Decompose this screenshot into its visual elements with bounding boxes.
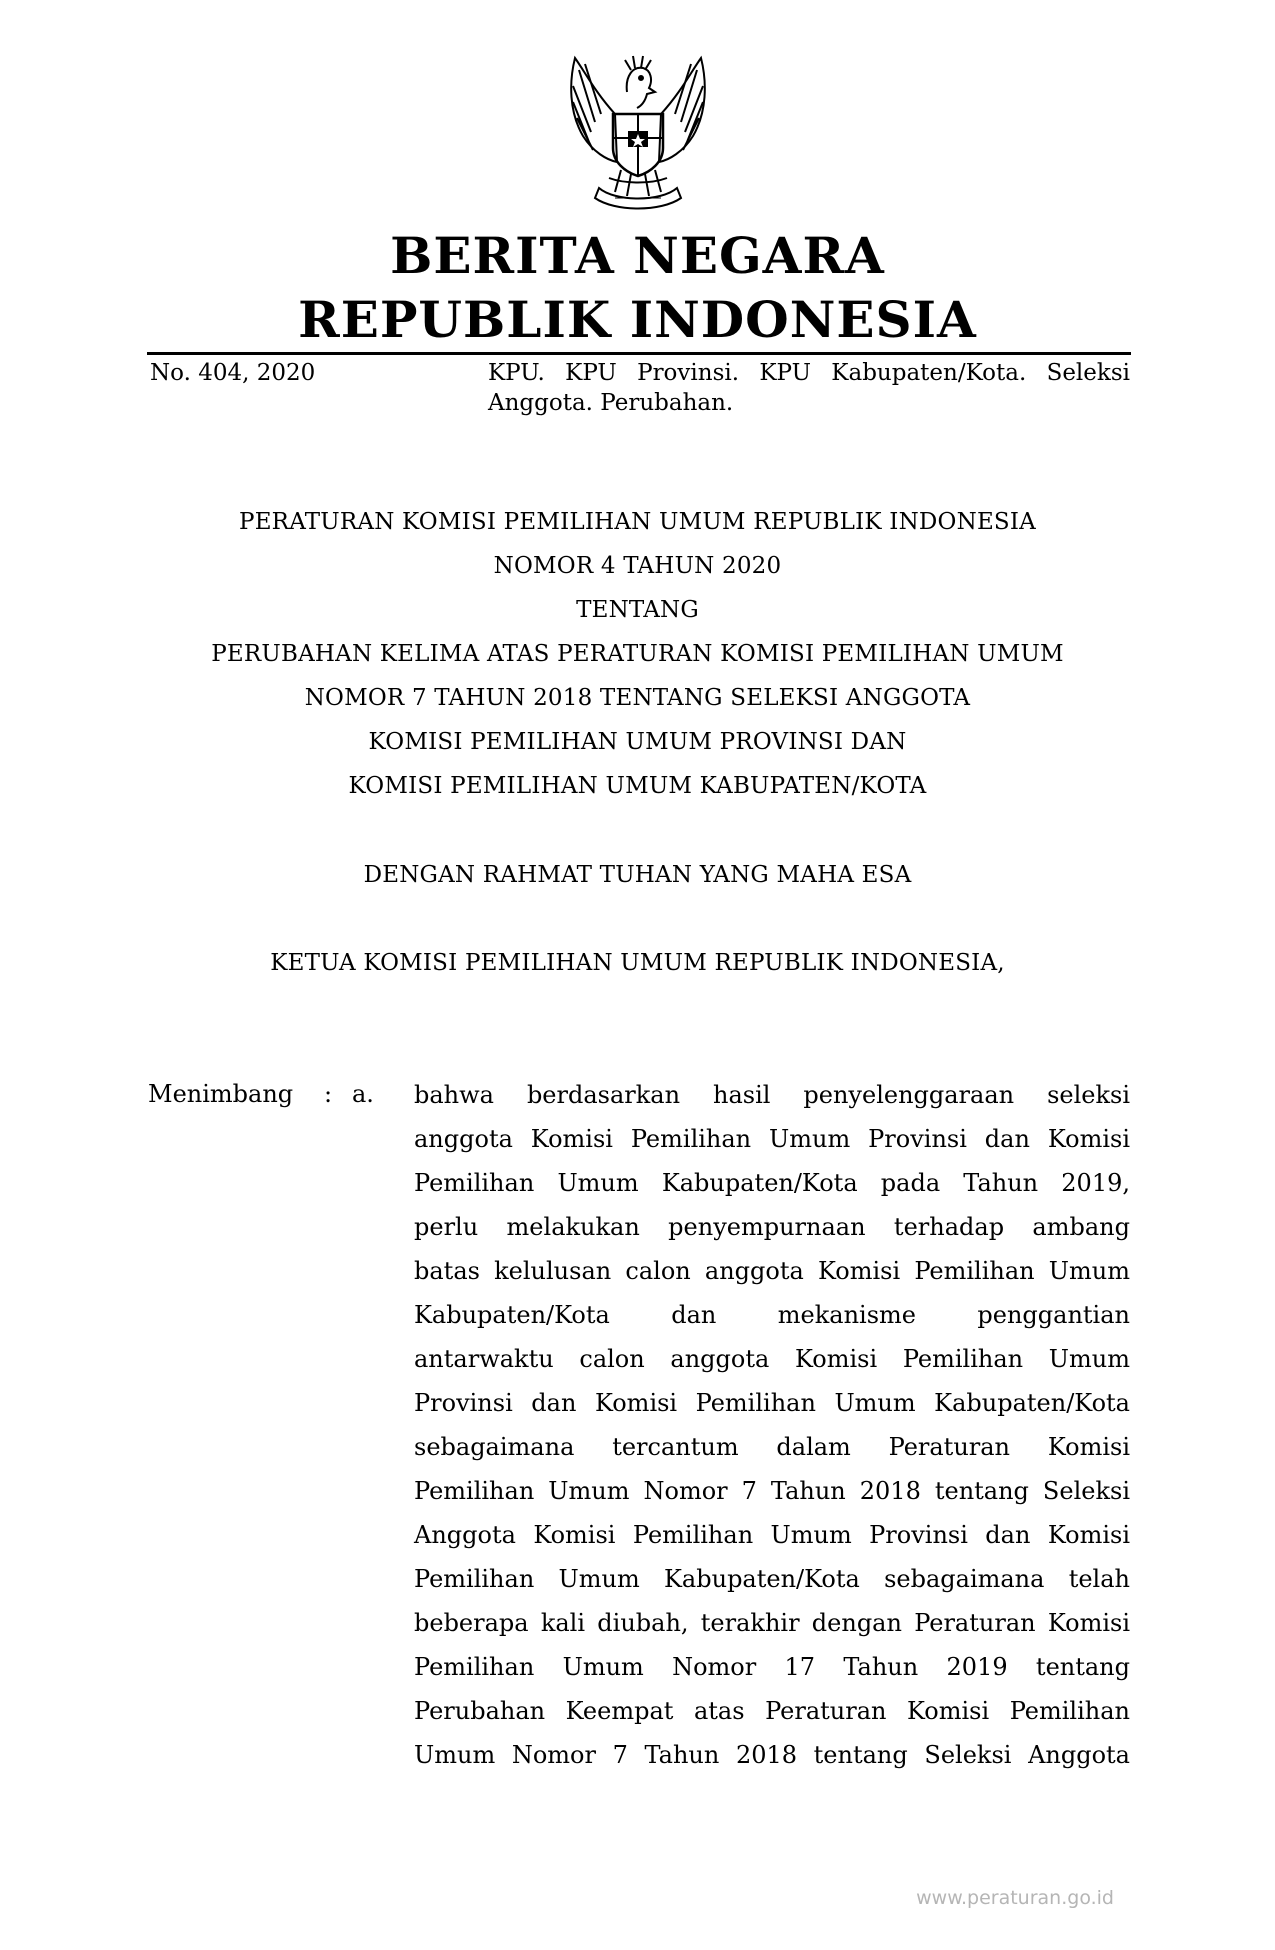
garuda-emblem-icon — [555, 52, 721, 216]
regulation-title-line: NOMOR 7 TAHUN 2018 TENTANG SELEKSI ANGGOTA — [304, 685, 971, 711]
authority-line: KETUA KOMISI PEMILIHAN UMUM REPUBLIK INDONESIA, — [270, 950, 1005, 976]
considering-paragraph — [414, 1080, 1130, 1784]
considering-colon: : — [324, 1080, 333, 1108]
paragraph-line: Perubahan Keempat atas Peraturan Komisi Pemilihan — [414, 1697, 1130, 1725]
invocation-line: DENGAN RAHMAT TUHAN YANG MAHA ESA — [363, 862, 912, 888]
regulation-title-line: KOMISI PEMILIHAN UMUM KABUPATEN/KOTA — [348, 773, 927, 799]
paragraph-line: Kabupaten/Kota dan mekanisme penggantian — [414, 1301, 1130, 1329]
considering-label: Menimbang — [148, 1080, 294, 1108]
considering-item-marker: a. — [352, 1080, 374, 1108]
paragraph-line: beberapa kali diubah, terakhir dengan Peraturan Komisi — [414, 1609, 1130, 1637]
masthead-title: BERITA NEGARA — [390, 226, 885, 285]
paragraph-line: antarwaktu calon anggota Komisi Pemilihan Umum — [414, 1345, 1130, 1373]
paragraph-line: Provinsi dan Komisi Pemilihan Umum Kabupaten/Kota — [414, 1389, 1130, 1417]
paragraph-line: Anggota Komisi Pemilihan Umum Provinsi dan Komisi — [414, 1521, 1130, 1549]
paragraph-line: bahwa berdasarkan hasil penyelenggaraan seleksi — [414, 1081, 1130, 1109]
paragraph-line: Pemilihan Umum Kabupaten/Kota sebagaimana telah — [414, 1565, 1130, 1593]
regulation-title-line: PERATURAN KOMISI PEMILIHAN UMUM REPUBLIK INDONESIA — [239, 509, 1036, 535]
gazette-subject: KPU. KPU Provinsi. KPU Kabupaten/Kota. Seleksi Anggota. Perubahan. — [488, 360, 1130, 416]
paragraph-line: batas kelulusan calon anggota Komisi Pemilihan Umum — [414, 1257, 1130, 1285]
paragraph-line: sebagaimana tercantum dalam Peraturan Komisi — [414, 1433, 1130, 1461]
paragraph-line: Pemilihan Umum Nomor 7 Tahun 2018 tentang Seleksi — [414, 1477, 1130, 1505]
masthead-divider — [147, 352, 1131, 355]
gazette-number: No. 404, 2020 — [150, 360, 316, 386]
regulation-title-line: PERUBAHAN KELIMA ATAS PERATURAN KOMISI PEMILIHAN UMUM — [211, 641, 1064, 667]
paragraph-line: Umum Nomor 7 Tahun 2018 tentang Seleksi Anggota — [414, 1741, 1130, 1769]
paragraph-line: Pemilihan Umum Kabupaten/Kota pada Tahun 2019, — [414, 1169, 1130, 1197]
paragraph-line: perlu melakukan penyempurnaan terhadap ambang — [414, 1213, 1130, 1241]
source-watermark: www.peraturan.go.id — [916, 1887, 1114, 1909]
masthead-subtitle: REPUBLIK INDONESIA — [298, 290, 977, 349]
paragraph-line: anggota Komisi Pemilihan Umum Provinsi dan Komisi — [414, 1125, 1130, 1153]
regulation-title-line: KOMISI PEMILIHAN UMUM PROVINSI DAN — [368, 729, 907, 755]
paragraph-line: Pemilihan Umum Nomor 17 Tahun 2019 tentang — [414, 1653, 1130, 1681]
regulation-title-line: TENTANG — [576, 597, 699, 623]
regulation-title-line: NOMOR 4 TAHUN 2020 — [493, 553, 782, 579]
